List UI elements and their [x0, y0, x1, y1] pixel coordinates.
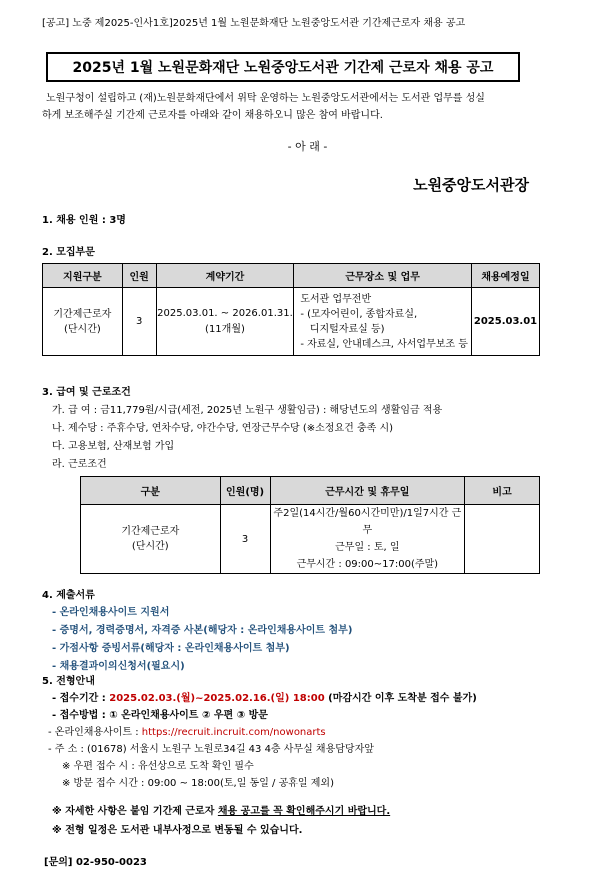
notice-detail [52, 802, 390, 817]
recruit-duties [294, 288, 472, 356]
work-table-header [81, 477, 540, 505]
work-header-note: 비고 [465, 477, 540, 505]
intro-line-2: 하게 보조해주실 기간제 근로자를 아래와 같이 채용하오니 많은 참여 바랍니다. [42, 110, 383, 121]
work-hours-line: 근무시간 : 09:00~17:00(주말) [296, 559, 439, 570]
doc-item: - 채용결과이의신청서(필요시) [52, 661, 185, 672]
section-documents: 4. 제출서류 [42, 590, 95, 601]
intro-paragraph [42, 90, 582, 124]
recruit-header-date: 채용예정일 [471, 264, 539, 288]
apply-method-text: - 접수방법 : ① 온라인채용사이트 ② 우편 ③ 방문 [52, 710, 268, 721]
intro-line-1: 노원구청이 설립하고 (재)노원문화재단에서 위탁 운영하는 노원중앙도서관에서는 도서관 업무를 성실 [46, 93, 485, 104]
organization-name: 노원중앙도서관장 [413, 176, 529, 194]
work-note [465, 505, 540, 574]
recruit-table-header [43, 264, 540, 288]
work-count: 3 [220, 505, 270, 574]
pay-line: 라. 근로조건 [52, 459, 107, 470]
visit-note: ※ 방문 접수 시간 : 09:00 ~ 18:00(토,일 동일 / 공휴일 제외) [62, 778, 334, 789]
pay-line: 가. 급 여 : 금11,779원/시급(세전, 2025년 노원구 생활임금) : 해당년도의 생활임금 적용 [52, 405, 443, 416]
table-row [81, 505, 540, 574]
section-screening: 5. 전형안내 [42, 676, 95, 687]
duty-line: - 자료실, 안내데스크, 사서업무보조 등 [300, 338, 468, 350]
document-header: [공고] 노중 제2025-인사1호]2025년 1월 노원문화재단 노원중앙도서관 기간제근로자 채용 공고 [42, 18, 466, 29]
recruit-category: 기간제근로자 (단시간) [43, 288, 123, 356]
duty-line: 디지털자료실 등) [300, 323, 385, 335]
table-row [43, 288, 540, 356]
apply-period-value: 2025.02.03.(월)~2025.02.16.(일) 18:00 [109, 693, 325, 704]
recruit-count: 3 [122, 288, 156, 356]
duty-line: 도서관 업무전반 [300, 293, 372, 305]
contact-info: [문의] 02-950-0023 [44, 857, 147, 868]
work-header-category: 구분 [81, 477, 221, 505]
work-hours [270, 505, 465, 574]
notice-detail-a: ※ 자세한 사항은 붙임 기간제 근로자 [52, 806, 218, 817]
work-category: 기간제근로자 (단시간) [81, 505, 221, 574]
apply-method [52, 706, 268, 721]
duty-line: - (모자어린이, 종합자료실, [300, 308, 418, 320]
work-hours-line: 근무일 : 토, 일 [335, 542, 400, 553]
page-title: 2025년 1월 노원문화재단 노원중앙도서관 기간제 근로자 채용 공고 [46, 52, 520, 82]
section-divider-title: - 아 래 - [287, 140, 328, 153]
pay-line: 나. 제수당 : 주휴수당, 연차수당, 야간수당, 연장근무수당 (※소정요건 충족 시) [52, 423, 394, 434]
work-hours-line: 주2일(14시간/월60시간미만)/1일7시간 근무 [273, 508, 462, 536]
section-recruit-field: 2. 모집부문 [42, 247, 95, 258]
apply-period [52, 689, 477, 704]
work-condition-table [80, 476, 540, 574]
apply-site-label: - 온라인채용사이트 : [48, 727, 142, 738]
recruit-header-duties: 근무장소 및 업무 [294, 264, 472, 288]
recruit-header-period: 계약기간 [156, 264, 294, 288]
apply-address: - 주 소 : (01678) 서울시 노원구 노원로34길 43 4층 사무실 채용담당자앞 [48, 744, 374, 755]
doc-item: - 가점사항 증빙서류(해당자 : 온라인채용사이트 첨부) [52, 643, 290, 654]
section-pay: 3. 급여 및 근로조건 [42, 387, 131, 398]
recruit-header-category: 지원구분 [43, 264, 123, 288]
recruit-date: 2025.03.01 [471, 288, 539, 356]
section-recruit-count: 1. 채용 인원 : 3명 [42, 215, 126, 226]
notice-schedule: ※ 전형 일정은 도서관 내부사정으로 변동될 수 있습니다. [52, 825, 303, 836]
recruit-header-count: 인원 [122, 264, 156, 288]
work-header-count: 인원(명) [220, 477, 270, 505]
pay-line: 다. 고용보험, 산재보험 가입 [52, 441, 175, 452]
post-note: ※ 우편 접수 시 : 유선상으로 도착 확인 필수 [62, 761, 254, 772]
notice-detail-b: 채용 공고를 꼭 확인해주시기 바랍니다. [217, 806, 391, 817]
apply-period-label: - 접수기간 : [52, 693, 110, 704]
recruit-table [42, 263, 540, 356]
apply-site [48, 723, 326, 738]
apply-site-link[interactable]: https://recruit.incruit.com/nowonarts [141, 727, 326, 738]
doc-item: - 온라인채용사이트 지원서 [52, 607, 170, 618]
recruit-period: 2025.03.01. ~ 2026.01.31. (11개월) [156, 288, 294, 356]
work-header-hours: 근무시간 및 휴무일 [270, 477, 465, 505]
apply-period-note: (마감시간 이후 도착분 접수 불가) [324, 693, 477, 704]
doc-item: - 증명서, 경력증명서, 자격증 사본(해당자 : 온라인채용사이트 첨부) [52, 625, 353, 636]
